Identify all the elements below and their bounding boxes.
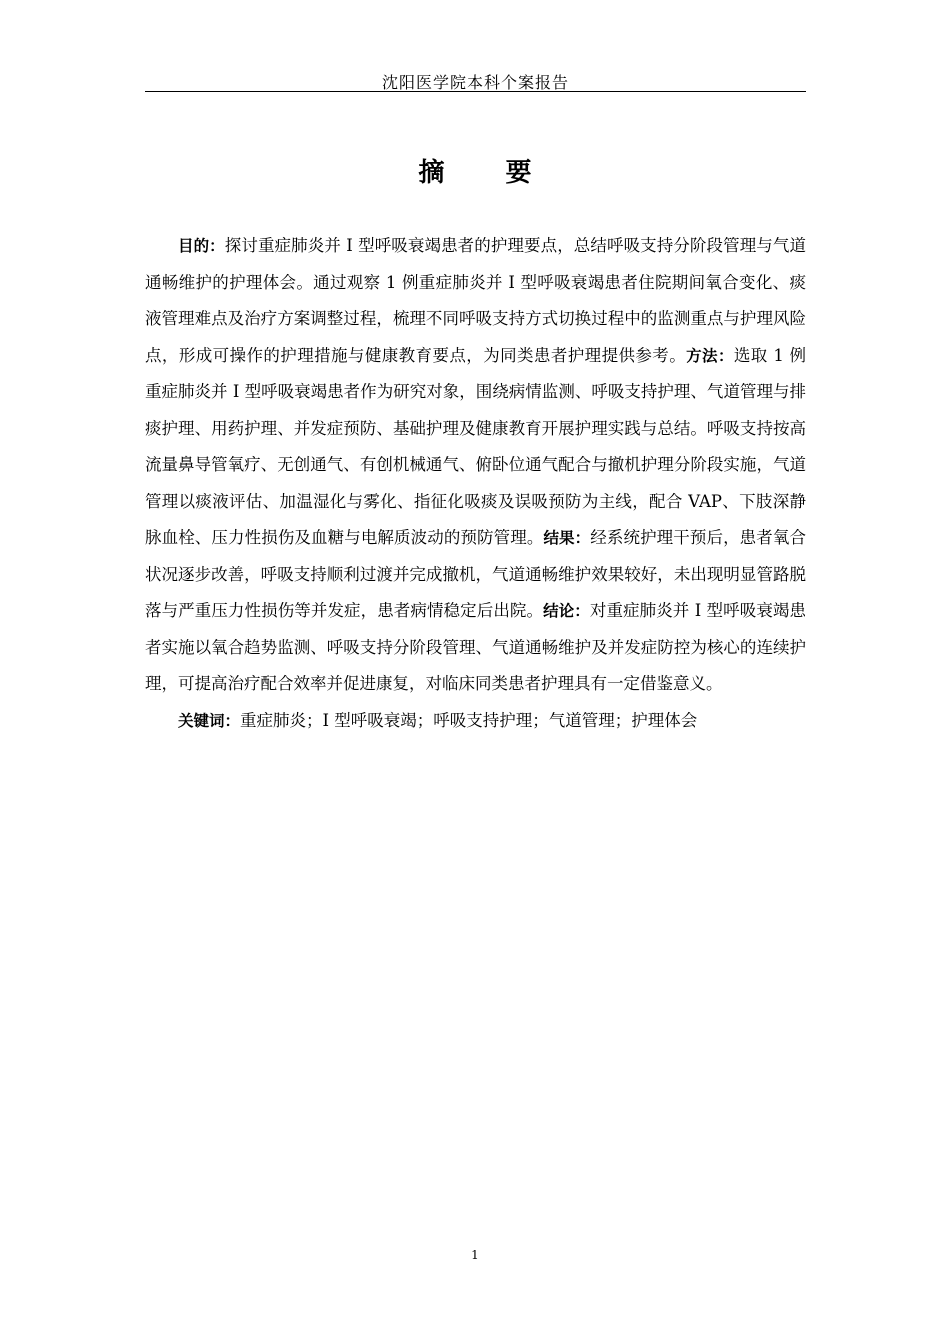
method-text: 选取 1 例重症肺炎并 I 型呼吸衰竭患者作为研究对象，围绕病情监测、呼吸支持护理、气道管理与排痰护理、用药护理、并发症预防、基础护理及健康教育开展护理实践与总结。呼吸支持按高流量鼻导管氧疗、无创通气、有创机械通气、俯卧位通气配合与撤机护理分阶段实施，气道管理以痰液评估、加温湿化与雾化、指征化吸痰及误吸预防为主线，配合 VAP、下肢深静脉血栓、压力性损伤及血糖与电解质波动的预防管理。 (145, 345, 806, 547)
result-text: 经系统护理干预后，患者氧合状况逐步改善，呼吸支持顺利过渡并完成撤机，气道通畅维护效果较好，未出现明显管路脱落与严重压力性损伤等并发症，患者病情稳定后出院。 (145, 528, 806, 620)
method-label: 方法： (686, 346, 734, 365)
page-number: 1 (471, 1248, 479, 1262)
keywords-label: 关键词： (178, 711, 241, 730)
abstract-paragraph (145, 228, 806, 703)
abstract-title: 摘 要 (418, 158, 558, 188)
conclusion-text: 对重症肺炎并 I 型呼吸衰竭患者实施以氧合趋势监测、呼吸支持分阶段管理、气道通畅维护及并发症防控为核心的连续护理，可提高治疗配合效率并促进康复，对临床同类患者护理具有一定借鉴意义。 (145, 601, 806, 693)
header-rule (145, 91, 806, 92)
objective-label: 目的： (178, 237, 225, 255)
abstract-body (145, 228, 806, 739)
result-label: 结果： (543, 529, 591, 547)
keywords-paragraph (145, 703, 806, 740)
objective-text: 探讨重症肺炎并 I 型呼吸衰竭患者的护理要点，总结呼吸支持分阶段管理与气道通畅维护的护理体会。通过观察 1 例重症肺炎并 I 型呼吸衰竭患者住院期间氧合变化、痰液管理难点及治疗方案调整过程，梳理不同呼吸支持方式切换过程中的监测重点与护理风险点，形成可操作的护理措施与健康教育要点，为同类患者护理提供参考。 (145, 236, 806, 365)
keywords-text: 重症肺炎；I 型呼吸衰竭；呼吸支持护理；气道管理；护理体会 (240, 710, 698, 730)
running-header: 沈阳医学院本科个案报告 (381, 73, 569, 92)
conclusion-label: 结论： (543, 602, 590, 620)
